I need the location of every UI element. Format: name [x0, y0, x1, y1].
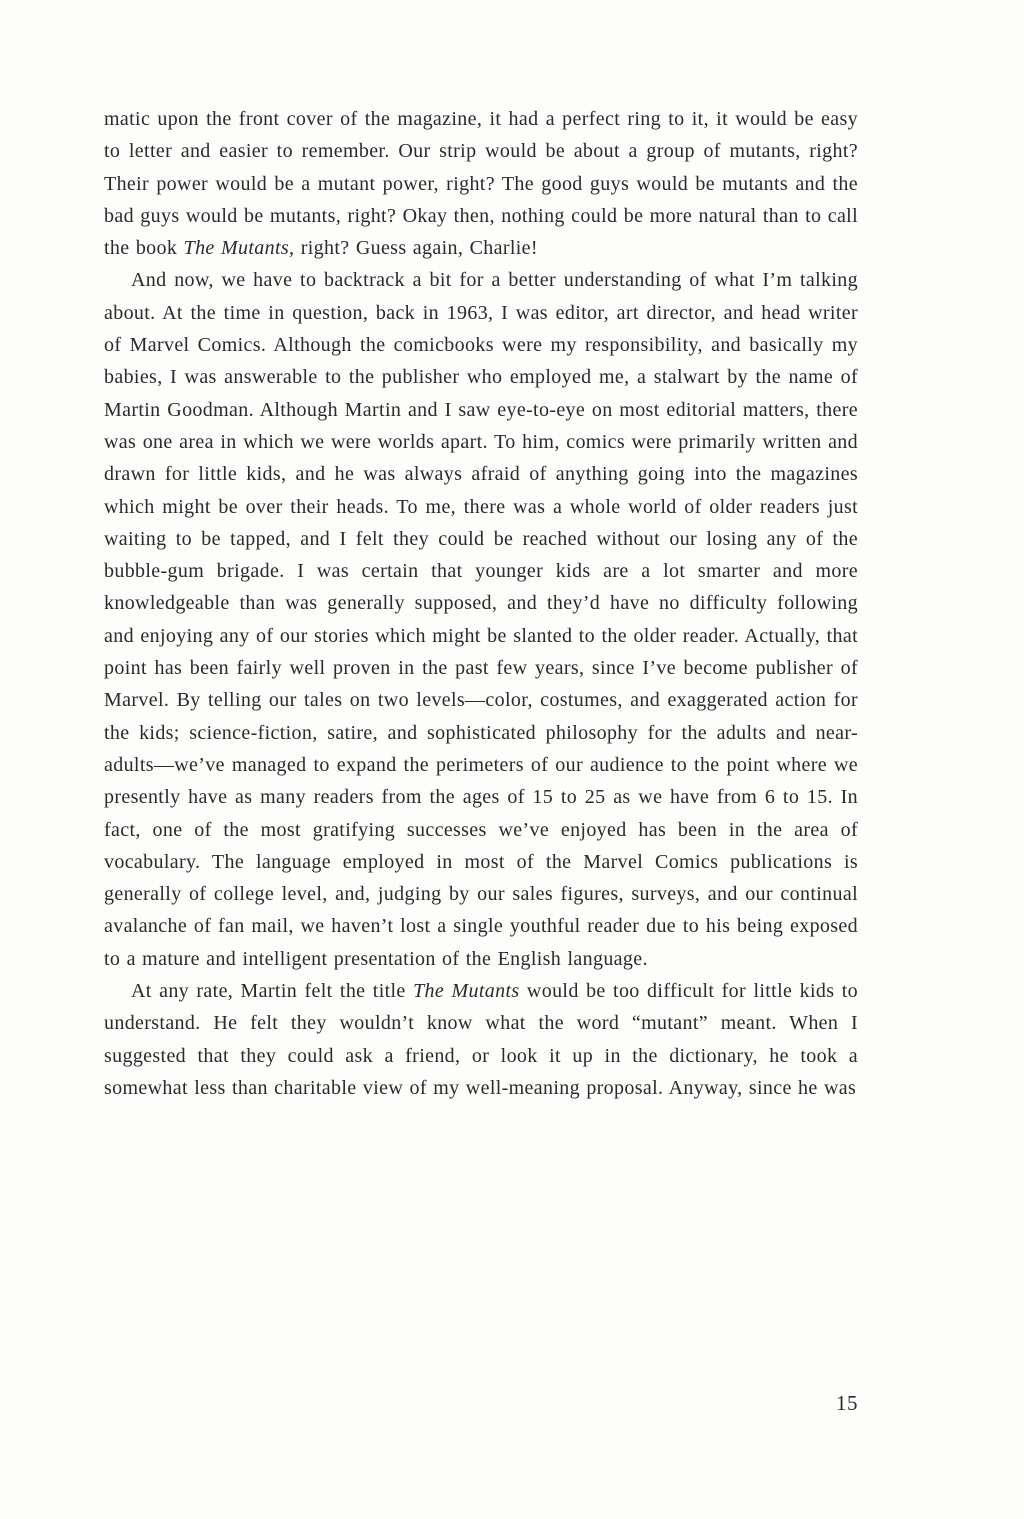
- paragraph-3-text-b: would be too difficult for little kids to understand. He felt they wouldn’t know what the word “mutant” meant. When I suggested that they could ask a friend, or look it up in the dictionary, he took a somewhat less than charitable view of my well-meaning proposal. Anyway, since he was: [104, 980, 858, 1099]
- paragraph-2: [104, 264, 858, 975]
- paragraph-3: [104, 975, 858, 1104]
- paragraph-3-text-a: At any rate, Martin felt the title: [131, 980, 414, 1003]
- paragraph-1-text-b: , right? Guess again, Charlie!: [289, 237, 538, 260]
- page-number: 15: [836, 1391, 858, 1415]
- paragraph-2-text: And now, we have to backtrack a bit for a better understanding of what I’m talking about. At the time in question, back in 1963, I was editor, art director, and head writer of Marvel Comics. Although the comicbooks were my responsibility, and basically my babies, I was answerable to the publisher who employed me, a stalwart by the name of Martin Goodman. Although Martin and I saw eye-to-eye on most editorial matters, there was one area in which we were worlds apart. To him, comics were primarily written and drawn for little kids, and he was always afraid of anything going into the magazines which might be over their heads. To me, there was a whole world of older readers just waiting to be tapped, and I felt they could be reached without our losing any of the bubble-gum brigade. I was certain that younger kids are a lot smarter and more knowledgeable than was generally supposed, and they’d have no difficulty following and enjoying any of our stories which might be slanted to the older reader. Actually, that point has been fairly well proven in the past few years, since I’ve become publisher of Marvel. By telling our tales on two levels—color, costumes, and exaggerated action for the kids; science-fiction, satire, and sophisticated philosophy for the adults and near-adults—we’ve managed to expand the perimeters of our audience to the point where we presently have as many readers from the ages of 15 to 25 as we have from 6 to 15. In fact, one of the most gratifying successes we’ve enjoyed has been in the area of vocabulary. The language employed in most of the Marvel Comics publications is generally of college level, and, judging by our sales figures, surveys, and our continual avalanche of fan mail, we haven’t lost a single youthful reader due to his being exposed to a mature and intelligent presentation of the English language.: [104, 269, 858, 970]
- book-title-italic: The Mutants: [413, 980, 520, 1003]
- book-title-italic: The Mutants: [183, 237, 290, 260]
- paragraph-1-text-a: matic upon the front cover of the magazine, it had a perfect ring to it, it would be easy to letter and easier to remember. Our strip would be about a group of mutants, right? Their power would be a mutant power, right? The good guys would be mutants and the bad guys would be mutants, right? Okay then, nothing could be more natural than to call the book: [104, 108, 858, 260]
- paragraph-1: [104, 103, 858, 264]
- body-text: [104, 103, 858, 1104]
